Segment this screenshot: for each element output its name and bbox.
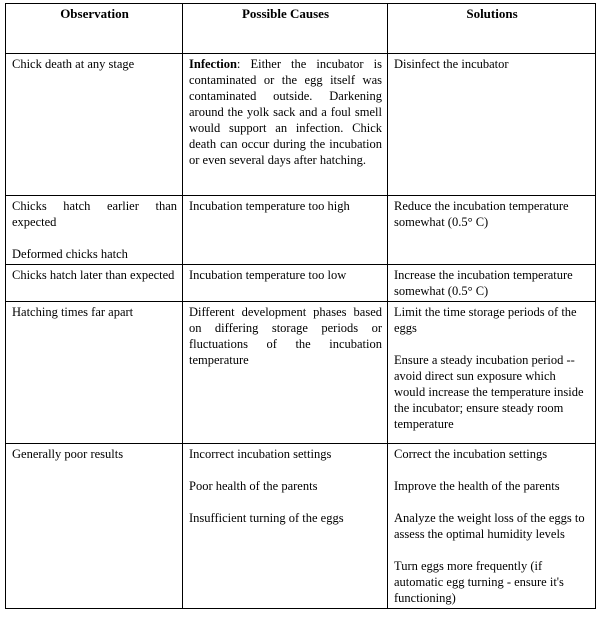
- solution-cell: [388, 265, 596, 302]
- cause-cell: [183, 444, 388, 609]
- table-row: [6, 265, 596, 302]
- header-solutions: Solutions: [388, 4, 596, 54]
- cause-text: Incorrect incubation settings: [189, 447, 332, 461]
- table-row: [6, 196, 596, 265]
- solution-cell: [388, 302, 596, 444]
- solution-cell: [388, 196, 596, 265]
- observation-text: Hatching times far apart: [12, 305, 134, 319]
- header-row: [6, 4, 596, 54]
- observation-text: Chicks hatch later than expected: [12, 268, 175, 282]
- table-row: [6, 444, 596, 609]
- observation-cell: [6, 196, 183, 265]
- observation-cell: [6, 444, 183, 609]
- cause-cell: [183, 302, 388, 444]
- solution-text: Reduce the incubation temperature somewhat (0.5° C): [394, 199, 569, 229]
- solution-text: Correct the incubation settings: [394, 447, 548, 461]
- header-possible-causes: Possible Causes: [183, 4, 388, 54]
- observation-cell: [6, 302, 183, 444]
- observation-text: Deformed chicks hatch: [12, 247, 128, 261]
- solution-cell: [388, 444, 596, 609]
- observation-text: Generally poor results: [12, 447, 124, 461]
- observation-text: Chicks hatch earlier than expected: [12, 199, 177, 229]
- observation-text: Chick death at any stage: [12, 57, 135, 71]
- cause-cell: [183, 196, 388, 265]
- solution-text: Disinfect the incubator: [394, 57, 509, 71]
- observation-cell: [6, 54, 183, 196]
- cause-bold-term: Infection: [189, 57, 237, 71]
- cause-text: Incubation temperature too high: [189, 199, 350, 213]
- cause-description: : Either the incubator is contaminated or the egg itself was contaminated outside. Darkening around the yolk sack and a foul smell would support an infection. Chick death can occur during the incubation or even several days after hatching.: [189, 57, 382, 167]
- observation-cell: [6, 265, 183, 302]
- solution-text: Increase the incubation temperature somewhat (0.5° C): [394, 268, 573, 298]
- table-row: [6, 54, 596, 196]
- header-observation: Observation: [6, 4, 183, 54]
- cause-text: Insufficient turning of the eggs: [189, 511, 344, 525]
- cause-cell: [183, 265, 388, 302]
- table-row: [6, 302, 596, 444]
- solution-text: Limit the time storage periods of the eggs: [394, 305, 577, 335]
- solution-text: Ensure a steady incubation period -- avoid direct sun exposure which would increase the temperature inside the incubator; ensure steady room temperature: [394, 353, 584, 431]
- troubleshooting-table: [5, 3, 596, 609]
- cause-cell: [183, 54, 388, 196]
- cause-text: Poor health of the parents: [189, 479, 318, 493]
- cause-text: Incubation temperature too low: [189, 268, 347, 282]
- cause-text: [189, 56, 382, 168]
- solution-text: Analyze the weight loss of the eggs to assess the optimal humidity levels: [394, 511, 585, 541]
- solution-cell: [388, 54, 596, 196]
- solution-text: Improve the health of the parents: [394, 479, 560, 493]
- solution-text: Turn eggs more frequently (if automatic egg turning - ensure it's functioning): [394, 559, 564, 605]
- cause-text: Different development phases based on differing storage periods or fluctuations of the incubation temperature: [189, 305, 382, 367]
